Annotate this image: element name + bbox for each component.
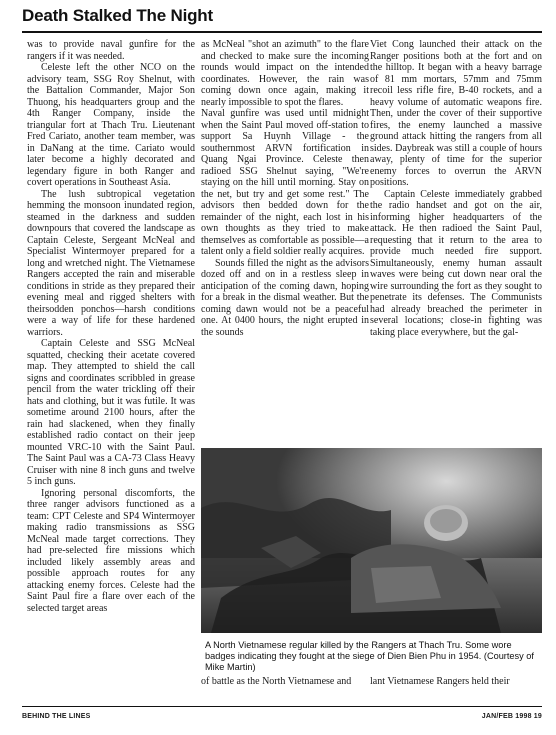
paragraph: of battle as the North Vietnamese and xyxy=(201,676,352,687)
text-column-2-continued xyxy=(201,676,369,698)
paragraph: Naval gunfire was used until midnight when the Saint Paul moved off-station to support Sa Huynh Village - the southernmost ARVN fortification in Quang Ngai Province. Celeste then radioed SSG Shelnut saying, "We're staying on the hill until morning. Stay on the net, but try and get some rest." The advisors then bedded down for the remainder of the night, each lost in his own thoughts as they tried to make themselves as comfortable as possible—a talent only a field soldier really acquires. xyxy=(201,108,369,257)
paragraph: Sounds filled the night as the advisors dozed off and on in a restless sleep in anticipation of the coming dawn, hoping for a break in the dismal weather. But the coming dawn would not be a peaceful one. At 0400 hours, the night erupted in the sounds xyxy=(201,257,369,338)
soldier-photo-image xyxy=(201,448,542,633)
article-photo xyxy=(201,448,542,633)
paragraph: The lush subtropical vegetation hemming the monsoon inundated region, steamed in the darkness and sudden downpours that covered the landscape as Captain Celeste, Sergeant McNeal and Specialist Wintermoyer prepared for a long and wretched night. The Vietnamese Rangers accepted the rain and miserable conditions in stride as they prepared their evening meal and rigged shelters with theirsodden ponchos—harsh conditions were a way of life for these hardened warriors. xyxy=(27,188,195,338)
photo-caption: A North Vietnamese regular killed by the Rangers at Thach Tru. Some wore badges indicating they fought at the siege of Dien Bien Phu in 1954. (Courtesy of Mike Martin) xyxy=(205,640,534,672)
paragraph: lant Vietnamese Rangers held their xyxy=(370,676,510,687)
paragraph: Captain Celeste and SSG McNeal squatted, checking their acetate covered map. They attempted to shield the call signs and coordinates scribbled in grease pencil from the water trickling off their hats and clothing, but it was futile. It was sometime around 2100 hours, after the rain had slackened, when they finally established radio contact on their jeep mounted VRC-10 with the Saint Paul. The Saint Paul was a CA-73 Class Heavy Cruiser with nine 8 inch guns and twelve 5 inch guns. xyxy=(27,338,195,487)
issue-and-page-number: JAN/FEB 1998 19 xyxy=(481,713,542,720)
article-title: Death Stalked The Night xyxy=(22,6,213,25)
text-column-1 xyxy=(27,39,195,687)
title-rule xyxy=(22,31,542,33)
text-column-2 xyxy=(201,39,369,439)
text-column-3-continued xyxy=(370,676,542,698)
footer-rule xyxy=(22,706,542,707)
paragraph: Ignoring personal discomforts, the three ranger advisors functioned as a team: CPT Celeste and SP4 Wintermoyer making radio transmissions as SSG McNeal made target corrections. They had pre-selected fire missions which included likely assembly areas and possible approach routes for any attacking enemy forces. Celeste had the Saint Paul fire a flare over each of the selected target areas xyxy=(27,487,195,614)
paragraph: was to provide naval gunfire for the rangers if it was needed. xyxy=(27,39,195,62)
paragraph: Captain Celeste immediately grabbed the radio handset and got on the air, informing higher headquarters of the attack. He then radioed the Saint Paul, requesting that it return to the area to provide much needed fire support. Simultaneously, enemy human assault waves were being cut down near oral the wire surrounding the fort as they sought to penetrate its defenses. The Communists had already breached the perimeter in several locations; close-in fighting was taking place everywhere, but the gal- xyxy=(370,188,542,338)
text-column-3 xyxy=(370,39,542,439)
paragraph: Celeste left the other NCO on the advisory team, SSG Roy Shelnut, with the Battalion Commander, Major Son Thuong, his headquarters group and the 4th Ranger Company, inside the triangular fort at Thach Tru. Lieutenant Fred Cariato, another team member, was in DaNang at the time. Cariato would later become a highly decorated and legendary figure in both Ranger and covert operations in Southeast Asia. xyxy=(27,62,195,188)
publication-name: BEHIND THE LINES xyxy=(22,713,91,720)
paragraph: as McNeal "shot an azimuth" to the flare and checked to make sure the incoming rounds would impact on the intended coordinates. However, the rain was coming down once again, making it nearly impossible to spot the flares. xyxy=(201,39,369,108)
paragraph: Viet Cong launched their attack on the Ranger positions both at the fort and on the hilltop. It began with a heavy barrage of 81 mm mortars, 57mm and 75mm recoil less rifle fire, B-40 rockets, and a heavy volume of automatic weapons fire. Then, under the cover of their supportive fires, the enemy launched a massive ground attack hitting the rangers from all sides. Daybreak was still a couple of hours away, plenty of time for the superior enemy forces to overrun the ARVN positions. xyxy=(370,39,542,188)
